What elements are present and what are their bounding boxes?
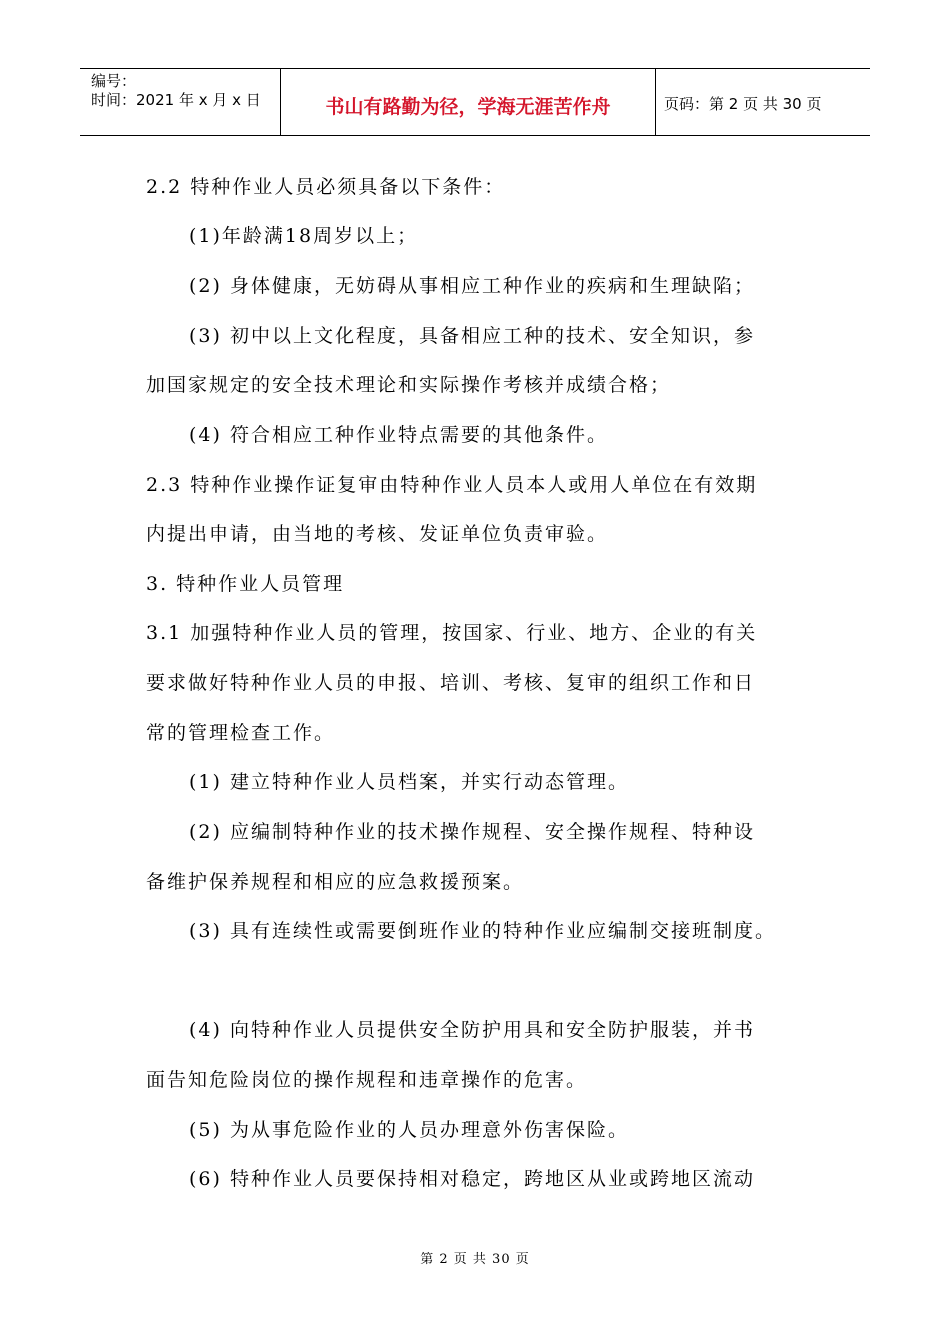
paragraph-line: (2) 应编制特种作业的技术操作规程、安全操作规程、特种设 — [189, 821, 755, 843]
paragraph-line: 要求做好特种作业人员的申报、培训、考核、复审的组织工作和日 — [146, 672, 756, 694]
document-header — [80, 68, 870, 136]
paragraph-line: 加国家规定的安全技术理论和实际操作考核并成绩合格； — [146, 374, 672, 396]
header-motto-cell — [281, 69, 656, 135]
paragraph-line: (5) 为从事危险作业的人员办理意外伤害保险。 — [189, 1119, 629, 1141]
paragraph-line: 3.1 加强特种作业人员的管理，按国家、行业、地方、企业的有关 — [146, 622, 758, 644]
page-footer: 第 2 页 共 30 页 — [420, 1252, 530, 1267]
document-date-label: 时间：2021 年 x 月 x 日 — [91, 91, 261, 109]
paragraph-line: 内提出申请，由当地的考核、发证单位负责审验。 — [146, 523, 609, 545]
paragraph-line: (2) 身体健康，无妨碍从事相应工种作业的疾病和生理缺陷； — [189, 275, 755, 297]
paragraph-line: 2.2 特种作业人员必须具备以下条件： — [146, 176, 506, 198]
paragraph-line: (4) 符合相应工种作业特点需要的其他条件。 — [189, 424, 608, 446]
paragraph-line: 面告知危险岗位的操作规程和违章操作的危害。 — [146, 1069, 588, 1091]
paragraph-line: (4) 向特种作业人员提供安全防护用具和安全防护服装，并书 — [189, 1019, 755, 1041]
header-page-cell — [656, 69, 870, 135]
header-page-code: 页码：第 2 页 共 30 页 — [664, 95, 822, 113]
paragraph-line: 常的管理检查工作。 — [146, 722, 336, 744]
paragraph-line: (3) 具有连续性或需要倒班作业的特种作业应编制交接班制度。 — [189, 920, 776, 942]
section-heading: 3. 特种作业人员管理 — [146, 573, 345, 595]
paragraph-line: (1) 建立特种作业人员档案，并实行动态管理。 — [189, 771, 629, 793]
paragraph-line: (1)年龄满18周岁以上； — [189, 225, 419, 247]
document-number-label: 编号： — [91, 72, 137, 90]
paragraph-line: (3) 初中以上文化程度，具备相应工种的技术、安全知识，参 — [189, 325, 755, 347]
paragraph-line: 备维护保养规程和相应的应急救援预案。 — [146, 871, 525, 893]
paragraph-line: 2.3 特种作业操作证复审由特种作业人员本人或用人单位在有效期 — [146, 474, 758, 496]
header-motto: 书山有路勤为径，学海无涯苦作舟 — [325, 96, 611, 118]
paragraph-line: (6) 特种作业人员要保持相对稳定，跨地区从业或跨地区流动 — [189, 1168, 755, 1190]
header-meta-cell — [80, 69, 281, 135]
